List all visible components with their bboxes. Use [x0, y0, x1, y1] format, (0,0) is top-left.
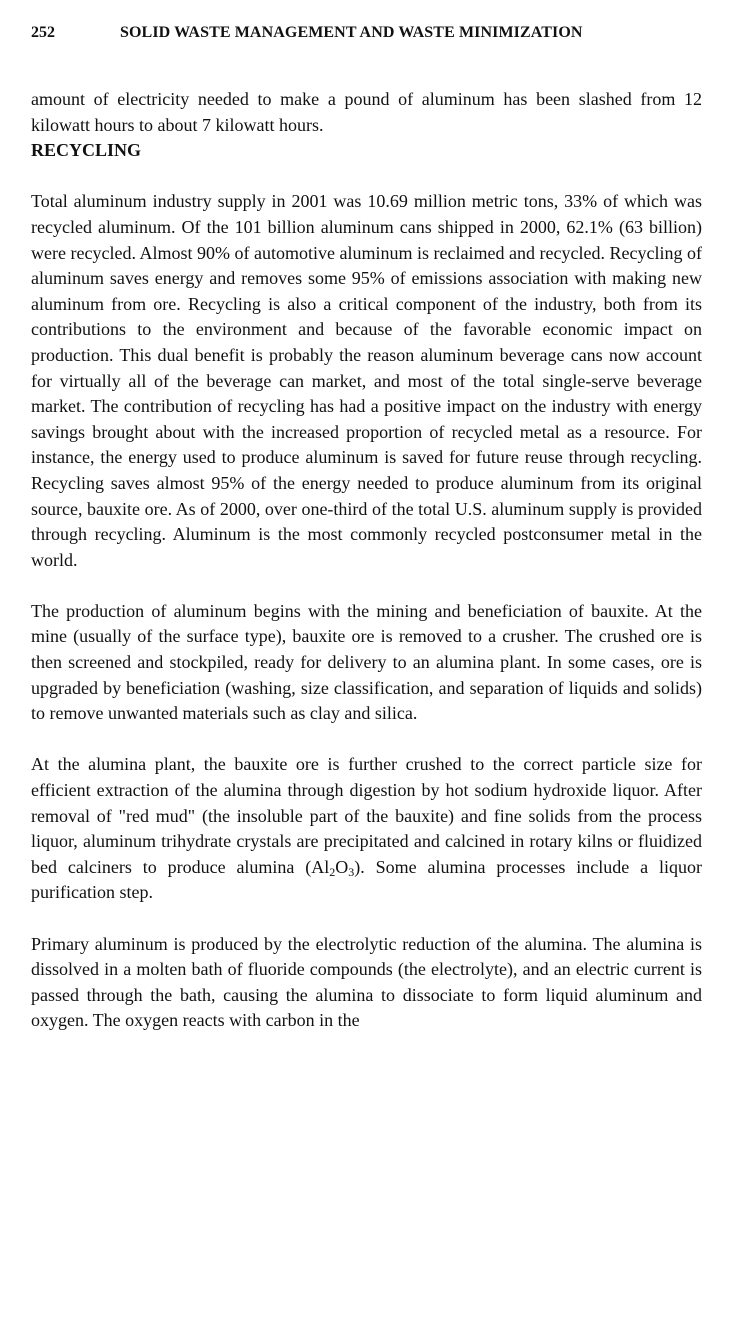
paragraph-recycling-stats: Total aluminum industry supply in 2001 was 10.69 million metric tons, 33% of which was recycled aluminum. Of the 101 billion aluminum cans shipped in 2000, 62.1% (63 billion) were recycled. Almost 90% of automotive aluminum is reclaimed and recycled. Recycling of aluminum saves energy and removes some 95% of emissions association with making new aluminum from ore. Recycling is also a critical component of the industry, both from its contributions to the environment and because of the favorable economic impact on production. This dual benefit is probably the reason aluminum beverage cans now account for virtually all of the beverage can market, and most of the total single-serve beverage market. The contribution of recycling has had a positive impact on the industry with energy savings brought about with the increased proportion of recycled metal as a resource. For instance, the energy used to produce aluminum is saved for future reuse through recycling. Recycling saves almost 95% of the energy needed to produce aluminum from its original source, bauxite ore. As of 2000, over one-third of the total U.S. aluminum supply is provided through recycling. Aluminum is the most commonly recycled postconsumer metal in the world.	[31, 191, 702, 570]
paragraph-alumina-text-end: ). Some alumina processes include a liquor purification step.	[31, 856, 702, 903]
intro-paragraph: amount of electricity needed to make a pound of aluminum has been slashed from 12 kilowatt hours to about 7 kilowatt hours.	[31, 89, 702, 135]
running-header	[31, 22, 702, 44]
paragraph-alumina-text-start: At the alumina plant, the bauxite ore is further crushed to the correct particle size for efficient extraction of the alumina through digestion by hot sodium hydroxide liquor. After removal of "red mud" (the insoluble part of the bauxite) and fine solids from the process liquor, aluminum trihydrate crystals are precipitated and calcined in rotary kilns or fluidized bed calciners to produce alumina (	[31, 754, 702, 877]
paragraph-bauxite-mining: The production of aluminum begins with the mining and beneficiation of bauxite. At the mine (usually of the surface type), bauxite ore is removed to a crusher. The crushed ore is then screened and stockpiled, ready for delivery to an alumina plant. In some cases, ore is upgraded by beneficiation (washing, size classification, and separation of liquids and solids) to remove unwanted materials such as clay and silica.	[31, 600, 702, 724]
running-title: SOLID WASTE MANAGEMENT AND WASTE MINIMIZATION	[120, 24, 583, 41]
page-number: 252	[31, 24, 55, 41]
section-heading: RECYCLING	[31, 140, 142, 161]
alumina-formula: $Al_2O_3$	[311, 856, 355, 879]
paragraph-alumina-plant	[31, 752, 702, 906]
body-text	[31, 87, 702, 1034]
paragraph-electrolytic-reduction: Primary aluminum is produced by the electrolytic reduction of the alumina. The alumina is dissolved in a molten bath of fluoride compounds (the electrolyte), and an electric current is passed through the bath, causing the alumina to dissociate to form liquid aluminum and oxygen. The oxygen reacts with carbon in the	[31, 933, 702, 1031]
